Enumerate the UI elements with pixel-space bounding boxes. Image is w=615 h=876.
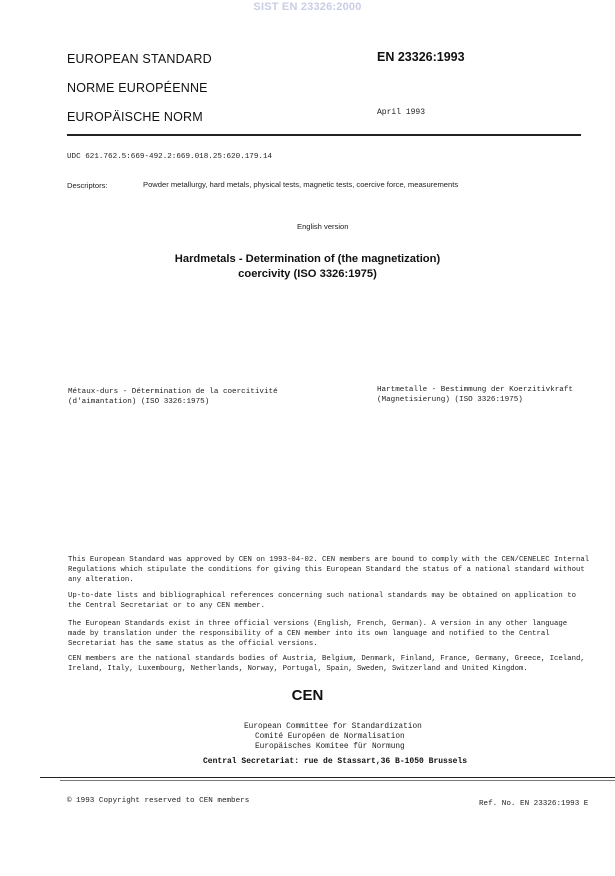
copyright-notice: © 1993 Copyright reserved to CEN members	[67, 797, 250, 805]
paragraph-line: the Central Secretariat or to any CEN member.	[68, 601, 266, 610]
title-fr-line2: (d'aimantation) (ISO 3326:1975)	[68, 398, 210, 406]
paragraph-approval	[68, 556, 590, 585]
language-version: English version	[297, 222, 349, 231]
paragraph-line: Up-to-date lists and bibliographical references concerning such national standards may be obtained on application to	[68, 592, 576, 600]
title-de-line2: (Magnetisierung) (ISO 3326:1975)	[377, 396, 523, 404]
udc-code: UDC 621.762.5:669-492.2:669.018.25:620.179.14	[67, 153, 273, 161]
standard-number: EN 23326:1993	[377, 50, 465, 64]
paragraph-line: This European Standard was approved by CEN on 1993-04-02. CEN members are bound to comply with the CEN/CENELEC Internal	[68, 556, 590, 564]
document-title-line1: Hardmetals - Determination of (the magnetization)	[174, 253, 441, 265]
paragraph-line: made by translation under the responsibility of a CEN member into its own language and notified to the Central	[68, 629, 550, 638]
paragraph-line: Secretariat has the same status as the official versions.	[68, 639, 318, 648]
title-fr-line1: Métaux-durs - Détermination de la coercitivité	[68, 388, 278, 396]
paragraph-line: CEN members are the national standards bodies of Austria, Belgium, Denmark, Finland, France, Germany, Greece, Iceland,	[68, 655, 585, 663]
paragraph-versions	[68, 620, 586, 649]
central-secretariat: Central Secretariat: rue de Stassart,36 B-1050 Brussels	[203, 757, 468, 766]
header-title-en: EUROPEAN STANDARD	[67, 52, 212, 66]
document-title-line2: coercivity (ISO 3326:1975)	[238, 268, 377, 280]
title-de-line1: Hartmetalle - Bestimmung der Koerzitivkraft	[377, 386, 573, 394]
descriptors-label: Descriptors:	[67, 181, 108, 190]
descriptors-value: Powder metallurgy, hard metals, physical tests, magnetic tests, coercive force, measurements	[143, 180, 459, 189]
watermark: SIST EN 23326:2000	[253, 1, 362, 13]
cen-acronym: CEN	[291, 687, 324, 704]
paragraph-members	[68, 655, 586, 675]
publication-date: April 1993	[377, 108, 426, 117]
reference-number: Ref. No. EN 23326:1993 E	[479, 800, 589, 808]
header-title-de: EUROPÄISCHE NORM	[67, 110, 203, 124]
committee-name-de: Europäisches Komitee für Normung	[255, 743, 405, 751]
paragraph-line: any alteration.	[68, 575, 134, 584]
header-title-fr: NORME EUROPÉENNE	[67, 81, 208, 95]
paragraph-references	[68, 592, 586, 612]
committee-name-fr: Comité Européen de Normalisation	[255, 733, 405, 741]
header-rule	[67, 134, 581, 136]
paragraph-line: Ireland, Italy, Luxembourg, Netherlands, Norway, Portugal, Spain, Sweden, Switzerland and United Kingdom.	[68, 664, 528, 673]
paragraph-line: Regulations which stipulate the conditions for giving this European Standard the status of a national standard without	[68, 565, 585, 574]
footer-rule	[40, 777, 615, 778]
paragraph-line: The European Standards exist in three official versions (English, French, German). A version in any other language	[68, 620, 568, 628]
committee-name-en: European Committee for Standardization	[244, 723, 422, 731]
footer-rule-secondary	[60, 780, 615, 781]
